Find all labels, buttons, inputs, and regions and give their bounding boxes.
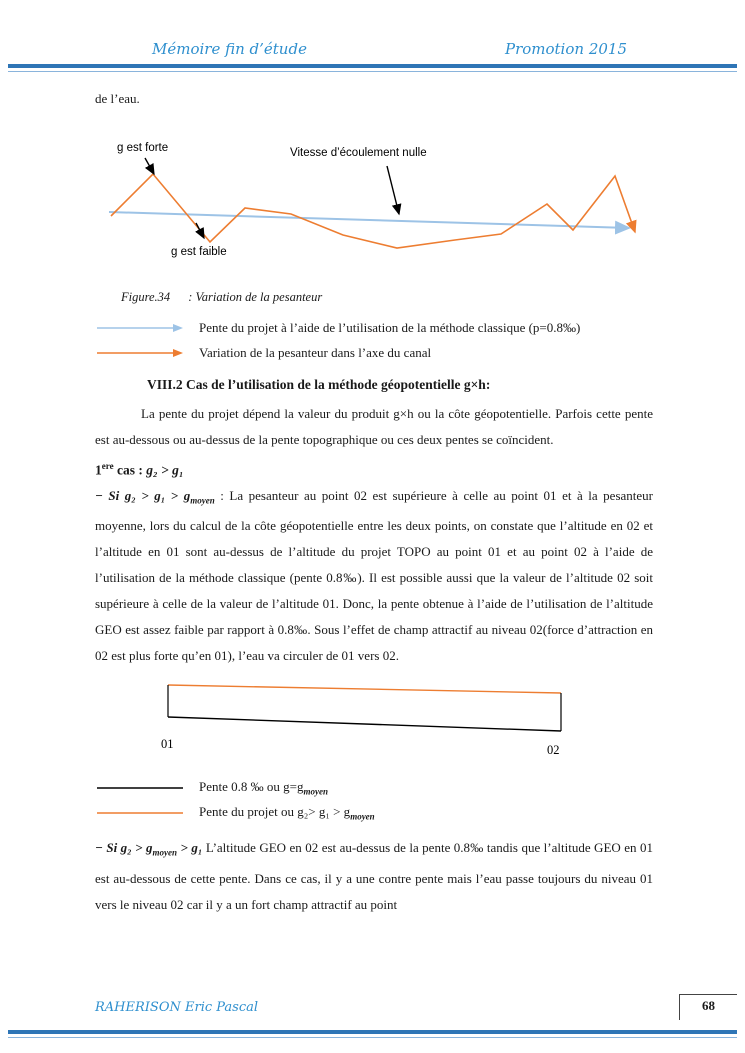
section-paragraph: La pente du projet dépend la valeur du produit g×h ou la côte géopotentielle. Parfois cette pente est au-dessous ou au-dessus de la pente topographique ou ces deux pentes se coïncident. [95,406,653,447]
legend-row-orange [95,340,653,365]
figure-variation-pesanteur [95,136,655,284]
legend-row-blue [95,315,653,340]
gravity-variation-line [111,174,635,248]
point-01-label: 01 [161,737,174,752]
g-forte-arrow [145,158,154,174]
page-footer [0,998,745,1028]
g-faible-arrow [196,223,204,238]
orange-arrow-icon [95,347,185,359]
orange-line-icon [95,807,185,819]
figure1-legend [95,315,653,365]
legend-blue-label: Pente du projet à l’aide de l’utilisation de la méthode classique (p=0.8‰) [199,319,581,335]
pente-diagram-svg [95,679,655,739]
vitesse-arrow [387,166,399,214]
legend-orange-label: Variation de la pesanteur dans l’axe du canal [199,344,432,360]
pente-projet-line [168,685,561,693]
legend-orange2-label: Pente du projet ou $g_2> g_1 > g_{moyen}$ [199,803,375,822]
annotation-g-forte: g est forte [117,142,169,154]
page-number: 68 [679,994,737,1020]
black-line-icon [95,782,185,794]
figure-caption-text: : Variation de la pesanteur [188,290,323,304]
blue-arrow-icon [95,322,185,334]
header-divider [8,64,737,72]
figure-pente-diagram [95,679,655,771]
case1-title: 1ere cas : g₂ > g₁ [95,461,184,478]
legend-black-label: Pente 0.8 ‰ ou $g=g_{moyen}$ [199,778,328,797]
page-header [0,0,745,64]
annotation-vitesse: Vitesse d’écoulement nulle [290,147,427,159]
point-02-label: 02 [547,743,560,758]
pente-classique-line [168,717,561,731]
annotation-g-faible: g est faible [171,246,227,258]
legend-row-orange2 [95,800,653,825]
header-document-title: Mémoire fin d’étude [152,40,307,58]
page-content [0,86,745,918]
figure-caption-label: Figure.34 [121,290,171,304]
intro-paragraph: de l’eau. [95,91,140,106]
section-heading: VIII.2 Cas de l’utilisation de la méthode géopotentielle g×h: [147,377,491,392]
figure-caption [121,290,653,305]
legend-row-black [95,775,653,800]
figure2-legend [95,775,653,825]
footer-author: RAHERISON Eric Pascal [95,1000,259,1015]
footer-divider [8,1030,737,1038]
case2-paragraph: − Si $g_2 > g_{moyen} > g_1$ L’altitude GEO en 02 est au-dessus de la pente 0.8‰ tandis que l’altitude GEO en 01 est au-dessous de cette pente. Dans ce cas, il y a une contre pente mais l’eau passe toujours du niveau 01 vers le niveau 02 car il y a un fort champ attractif au point [95,840,653,912]
case1-paragraph: − Si $g_2 > g_1 > g_{moyen}$ : La pesanteur au point 02 est supérieure à celle au point 01 et à la pesanteur moyenne, lors du calcul de la côte géopotentielle entre les deux points, on constate que l’altitude en 02 et l’altitude en 01 sont au-dessus de l’altitude du projet TOPO au point 01 et au point 02 à l’aide de l’utilisation de la méthode classique (pente 0.8‰). Il est possible aussi que la valeur de l’altitude 02 soit supérieure à celle de la valeur de l’altitude 01. Donc, la pente obtenue à l’aide de l’utilisation de l’altitude GEO est assez faible par rapport à 0.8‰. Sous l’effet de champ attractif au niveau 02(force d’attraction en 02 est plus forte qu’en 01), l’eau va circuler de 01 vers 02. [95,487,653,664]
header-promotion: Promotion 2015 [504,40,627,58]
